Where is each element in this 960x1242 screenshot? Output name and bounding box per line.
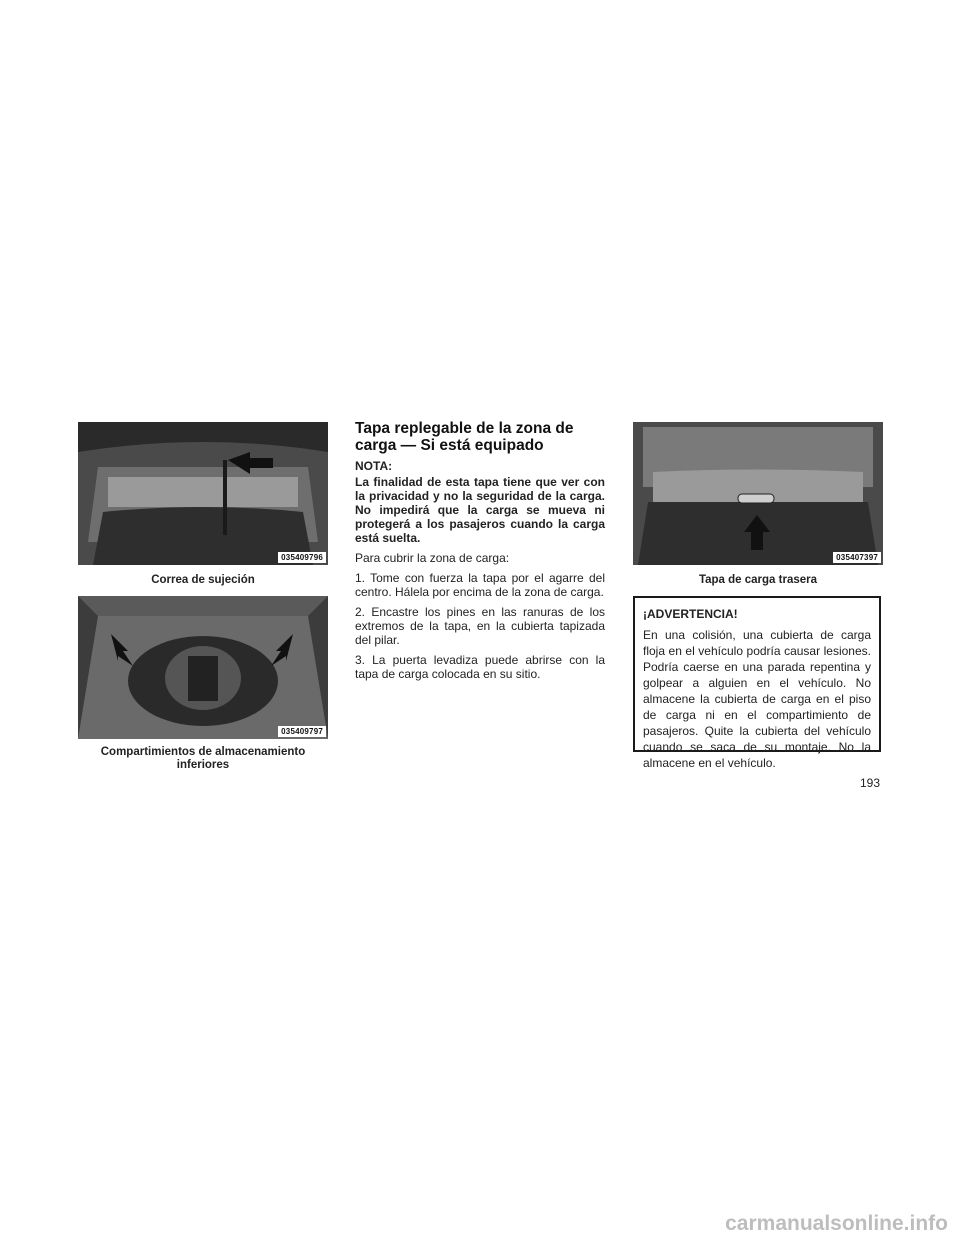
warning-text: En una colisión, una cubierta de carga floja en el vehículo podría causar lesiones. Podría caerse en una parada repentina y golpear a alguien en el vehículo. No almacene la cubierta de carga en el piso de carga ni en el compartimiento de pasajeros. Quite la cubierta del vehículo cuando se saca de su montaje. No la almacene en el vehículo. (643, 628, 871, 770)
warning-box (633, 596, 881, 770)
figure-caption (78, 746, 328, 772)
figure-code: 035407397 (833, 552, 881, 563)
figure-rear-cargo-cover (633, 422, 883, 565)
intro-text: Para cubrir la zona de carga: (355, 551, 510, 565)
figure-code: 035409796 (278, 552, 326, 563)
note-label: NOTA: (355, 459, 393, 473)
figure-caption: Correa de sujeción (151, 574, 255, 586)
heading-line: carga — Si está equipado (355, 437, 544, 454)
step-3: 3. La puerta levadiza puede abrirse con la tapa de carga colocada en su sitio. (355, 653, 605, 681)
figure-lower-storage (78, 596, 328, 739)
rear-cargo-cover-illustration (633, 422, 883, 565)
warning-title: ¡ADVERTENCIA! (643, 607, 738, 621)
heading-line: Tapa replegable de la zona de (355, 420, 574, 437)
caption-line: inferiores (176, 759, 230, 771)
cargo-strap-illustration (78, 422, 328, 565)
watermark: carmanualsonline.info (725, 1212, 948, 1235)
page-number: 193 (860, 776, 881, 790)
caption-line: Compartimientos de almacenamiento (100, 746, 306, 758)
figure-caption: Tapa de carga trasera (698, 574, 818, 586)
note-text: La finalidad de esta tapa tiene que ver con la privacidad y no la seguridad de la carga. No impedirá que la carga se mueva ni protegerá a los pasajeros cuando la carga está suelta. (355, 475, 605, 545)
figure-cargo-strap (78, 422, 328, 565)
step-1: 1. Tome con fuerza la tapa por el agarre del centro. Hálela por encima de la zona de carga. (355, 571, 605, 599)
lower-storage-illustration (78, 596, 328, 739)
figure-code: 035409797 (278, 726, 326, 737)
step-2: 2. Encastre los pines en las ranuras de los extremos de la tapa, en la cubierta tapizada del pilar. (355, 605, 605, 647)
section-body (355, 459, 605, 687)
section-heading (355, 420, 615, 454)
